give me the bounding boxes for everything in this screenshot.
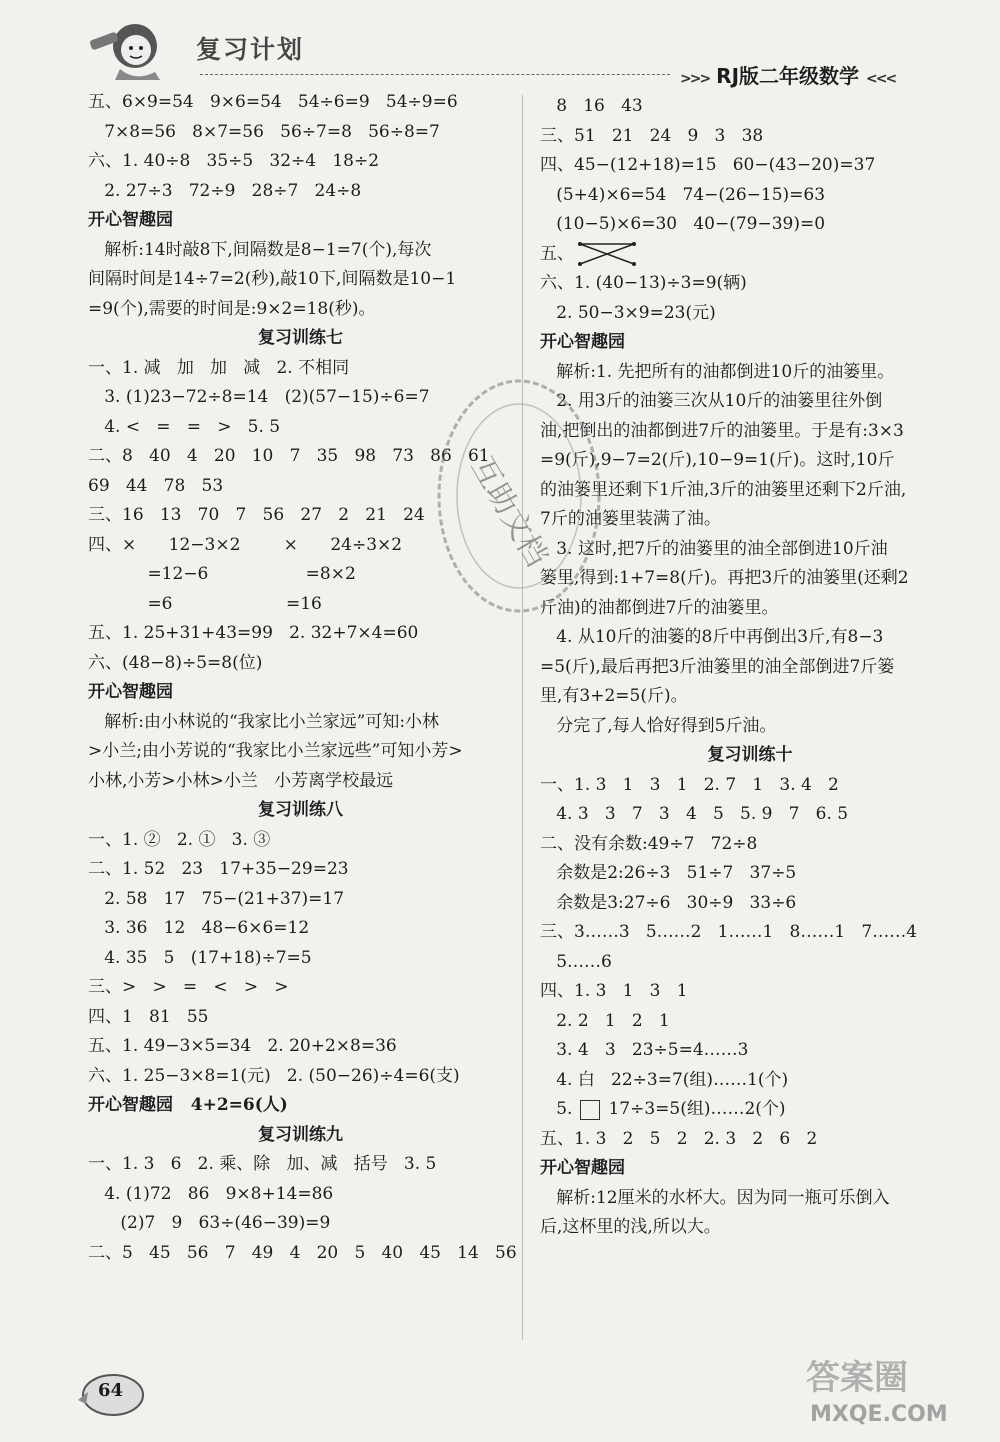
section-title xyxy=(88,324,513,354)
left-column xyxy=(88,88,517,1268)
answer-text: =5(斤),最后再把3斤油篓里的油全部倒进7斤篓 xyxy=(540,656,895,677)
answer-line xyxy=(540,859,960,889)
section-title xyxy=(88,796,513,826)
answer-text: 五、1. 25+31+43=99 2. 32+7×4=60 xyxy=(88,623,419,643)
answer-line xyxy=(540,948,960,978)
answer-line xyxy=(540,1184,960,1214)
answer-text: 3. 4 3 23÷5=4……3 xyxy=(540,1040,749,1060)
matching-lines-icon xyxy=(574,240,644,268)
answer-text: 三、16 13 70 7 56 27 2 21 24 xyxy=(88,505,425,525)
answer-text: 五、1. 49−3×5=34 2. 20+2×8=36 xyxy=(88,1036,397,1056)
section-heading xyxy=(88,206,513,236)
answer-text: 小林,小芳>小林>小兰 小芳离学校最远 xyxy=(88,770,394,791)
answer-line xyxy=(88,147,513,177)
page-number-badge xyxy=(68,1370,148,1420)
answer-text: 五、1. 3 2 5 2 2. 3 2 6 2 xyxy=(540,1128,818,1149)
answer-line xyxy=(540,712,960,742)
answer-text: 4. 从10斤的油篓的8斤中再倒出3斤,有8−3 xyxy=(540,627,884,647)
answer-line xyxy=(88,885,513,915)
answer-line xyxy=(88,265,513,295)
answer-text: 四、× 12−3×2 × 24÷3×2 xyxy=(88,534,403,555)
watermark-url: MXQE.COM xyxy=(810,1402,948,1427)
answer-text: 开心智趣园 xyxy=(88,210,173,230)
answer-box-icon xyxy=(580,1100,600,1120)
answer-text: 2. 50−3×9=23(元) xyxy=(540,302,716,323)
section-heading xyxy=(88,1091,513,1121)
answer-text: 余数是3:27÷6 30÷9 33÷6 xyxy=(540,892,797,913)
answer-line xyxy=(88,1209,513,1239)
answer-text: 四、1 81 55 xyxy=(88,1006,209,1027)
answer-text: 二、5 45 56 7 49 4 20 5 40 45 14 56 xyxy=(88,1242,517,1263)
answer-text: 解析:1. 先把所有的油都倒进10斤的油篓里。 xyxy=(540,361,895,382)
answer-line xyxy=(88,649,513,679)
answer-line xyxy=(540,682,960,712)
answer-text: 2. 用3斤的油篓三次从10斤的油篓里往外倒 xyxy=(540,391,883,411)
site-watermark xyxy=(798,1350,998,1440)
book-label xyxy=(680,60,895,89)
answer-line xyxy=(540,269,960,299)
answer-text: 开心智趣园 xyxy=(88,682,173,702)
answer-text: 3. 这时,把7斤的油篓里的油全部倒进10斤油 xyxy=(540,538,888,559)
answer-text: 三、51 21 24 9 3 38 xyxy=(540,125,764,146)
answer-text: 分完了,每人恰好得到5斤油。 xyxy=(540,715,777,736)
page-header xyxy=(0,0,1000,95)
answer-line xyxy=(88,708,513,738)
answer-line xyxy=(88,855,513,885)
answer-line xyxy=(540,181,960,211)
answer-text: 斤油)的油都倒进7斤的油篓里。 xyxy=(540,597,779,618)
answer-text: 五、6×9=54 9×6=54 54÷6=9 54÷9=6 xyxy=(88,92,458,112)
answer-line xyxy=(88,767,513,797)
answer-text: 开心智趣园 4+2=6(人) xyxy=(88,1095,288,1115)
answer-text: 69 44 78 53 xyxy=(88,475,224,496)
answer-line xyxy=(88,826,513,856)
answer-text: 后,这杯里的浅,所以大。 xyxy=(540,1217,721,1237)
answer-text: 解析:14时敲8下,间隔数是8−1=7(个),每次 xyxy=(88,239,432,260)
answer-line xyxy=(540,299,960,329)
answer-line xyxy=(88,1150,513,1180)
answer-text: 解析:12厘米的水杯大。因为同一瓶可乐倒入 xyxy=(540,1187,890,1208)
answer-text: 2. 27÷3 72÷9 28÷7 24÷8 xyxy=(88,180,362,201)
answer-text: 篓里,得到:1+7=8(斤)。再把3斤的油篓里(还剩2 xyxy=(540,568,909,588)
answer-text: 六、1. 40÷8 35÷5 32÷4 18÷2 xyxy=(88,151,380,171)
section-heading xyxy=(88,678,513,708)
mascot-girl-icon xyxy=(80,14,195,84)
answer-line xyxy=(88,177,513,207)
answer-text: 4. (1)72 86 9×8+14=86 xyxy=(88,1183,334,1204)
answer-line xyxy=(88,236,513,266)
answer-line xyxy=(88,973,513,1003)
answer-text: >小兰;由小芳说的“我家比小兰家远些”可知小芳> xyxy=(88,741,463,761)
answer-text: 一、1. 3 6 2. 乘、除 加、减 括号 3. 5 xyxy=(88,1154,437,1174)
answer-text: 7斤的油篓里装满了油。 xyxy=(540,509,721,529)
answer-text: (5+4)×6=54 74−(26−15)=63 xyxy=(540,184,826,205)
section-heading xyxy=(540,1154,960,1184)
answer-line xyxy=(540,1066,960,1096)
answer-text: 复习训练八 xyxy=(258,800,343,820)
answer-text: 三、> > = < > > xyxy=(88,977,289,997)
answer-text: 一、1. ② 2. ① 3. ③ xyxy=(88,829,271,850)
answer-text: 五、 xyxy=(540,243,574,264)
answer-text: 二、1. 52 23 17+35−29=23 xyxy=(88,859,349,879)
answer-text: 三、3……3 5……2 1……1 8……1 7……4 xyxy=(540,922,918,942)
answer-text: 里,有3+2=5(斤)。 xyxy=(540,686,688,706)
answer-text: 油,把倒出的油都倒进7斤的油篓里。于是有:3×3 xyxy=(540,420,904,441)
answer-text: =9(个),需要的时间是:9×2=18(秒)。 xyxy=(88,298,376,319)
answer-line xyxy=(88,619,513,649)
answer-line xyxy=(540,151,960,181)
answer-line xyxy=(540,771,960,801)
answer-text: 8 16 43 xyxy=(540,96,643,116)
answer-line xyxy=(540,653,960,683)
section-title xyxy=(88,1121,513,1151)
answer-text: 2. 2 1 2 1 xyxy=(540,1010,670,1031)
answer-line xyxy=(88,1032,513,1062)
right-column xyxy=(540,92,960,1243)
answer-line xyxy=(88,88,513,118)
answer-text: =6 =16 xyxy=(88,593,322,614)
answer-line xyxy=(540,1213,960,1243)
answer-text: 余数是2:26÷3 51÷7 37÷5 xyxy=(540,863,797,883)
arrows-left: >>> xyxy=(680,71,710,87)
answer-text: 六、(48−8)÷5=8(位) xyxy=(88,652,263,673)
answer-line xyxy=(540,977,960,1007)
answer-text: 4. < = = > 5. 5 xyxy=(88,416,281,437)
answer-line xyxy=(88,737,513,767)
answer-line xyxy=(88,1003,513,1033)
answer-text: 二、8 40 4 20 10 7 35 98 73 86 61 xyxy=(88,446,490,466)
answer-text: 一、1. 3 1 3 1 2. 7 1 3. 4 2 xyxy=(540,774,839,795)
answer-line xyxy=(540,1125,960,1155)
answer-line xyxy=(540,92,960,122)
answer-text: 4. 白 22÷3=7(组)……1(个) xyxy=(540,1069,789,1090)
answer-text: 二、没有余数:49÷7 72÷8 xyxy=(540,833,758,854)
answer-line xyxy=(540,889,960,919)
section-heading xyxy=(540,328,960,358)
arrows-right: <<< xyxy=(865,71,896,87)
answer-text: 四、1. 3 1 3 1 xyxy=(540,981,688,1001)
answer-line xyxy=(88,914,513,944)
answer-text: 四、45−(12+18)=15 60−(43−20)=37 xyxy=(540,155,876,175)
answer-line xyxy=(540,1095,960,1125)
answer-line xyxy=(88,1180,513,1210)
answer-text: 4. 35 5 (17+18)÷7=5 xyxy=(88,947,312,968)
answer-line xyxy=(540,210,960,240)
answer-text: 3. (1)23−72÷8=14 (2)(57−15)÷6=7 xyxy=(88,387,430,407)
answer-line xyxy=(88,1062,513,1092)
answer-text: (2)7 9 63÷(46−39)=9 xyxy=(88,1213,331,1233)
watermark-logo: 答案圈 xyxy=(806,1358,908,1398)
answer-line xyxy=(540,1007,960,1037)
series-title: 复习计划 xyxy=(196,35,305,64)
answer-line xyxy=(88,944,513,974)
answer-text: 2. 58 17 75−(21+37)=17 xyxy=(88,888,345,909)
answer-text: 4. 3 3 7 3 4 5 5. 9 7 6. 5 xyxy=(540,804,849,824)
answer-line xyxy=(540,800,960,830)
answer-text: 开心智趣园 xyxy=(540,1158,625,1178)
answer-text: 复习训练九 xyxy=(258,1124,343,1145)
answer-text: =12−6 =8×2 xyxy=(88,564,356,584)
answer-text: 一、1. 减 加 加 减 2. 不相同 xyxy=(88,357,350,378)
section-title xyxy=(540,741,960,771)
answer-line xyxy=(540,623,960,653)
answer-line xyxy=(540,1036,960,1066)
answer-text: 解析:由小林说的“我家比小兰家远”可知:小林 xyxy=(88,711,440,732)
answer-line xyxy=(540,830,960,860)
page-number: 64 xyxy=(98,1380,124,1401)
book-title: RJ版二年级数学 xyxy=(716,64,860,88)
answer-line xyxy=(88,295,513,325)
answer-line xyxy=(88,118,513,148)
answer-text: 5……6 xyxy=(540,951,612,972)
answer-line xyxy=(88,1239,517,1269)
answer-text: 间隔时间是14÷7=2(秒),敲10下,间隔数是10−1 xyxy=(88,269,457,289)
answer-text: 3. 36 12 48−6×6=12 xyxy=(88,918,310,938)
answer-text: 六、1. 25−3×8=1(元) 2. (50−26)÷4=6(支) xyxy=(88,1065,460,1086)
answer-text: 17÷3=5(组)……2(个) xyxy=(608,1099,786,1119)
answer-text: =9(斤),9−7=2(斤),10−9=1(斤)。这时,10斤 xyxy=(540,450,895,470)
answer-text: 开心智趣园 xyxy=(540,332,625,352)
answer-text: 复习训练七 xyxy=(258,328,343,348)
answer-text: 的油篓里还剩下1斤油,3斤的油篓里还剩下2斤油, xyxy=(540,479,907,500)
answer-line xyxy=(540,122,960,152)
column-divider xyxy=(522,95,523,1340)
answer-text: 7×8=56 8×7=56 56÷7=8 56÷8=7 xyxy=(88,121,440,142)
answer-text: 5. xyxy=(540,1099,573,1119)
answer-text: (10−5)×6=30 40−(79−39)=0 xyxy=(540,214,826,234)
answer-text: 六、1. (40−13)÷3=9(辆) xyxy=(540,273,747,293)
answer-line xyxy=(540,240,960,270)
answer-text: 复习训练十 xyxy=(707,745,793,765)
header-rule xyxy=(200,74,670,75)
answer-line xyxy=(540,918,960,948)
stamp-text: 互助文档 xyxy=(463,451,555,573)
